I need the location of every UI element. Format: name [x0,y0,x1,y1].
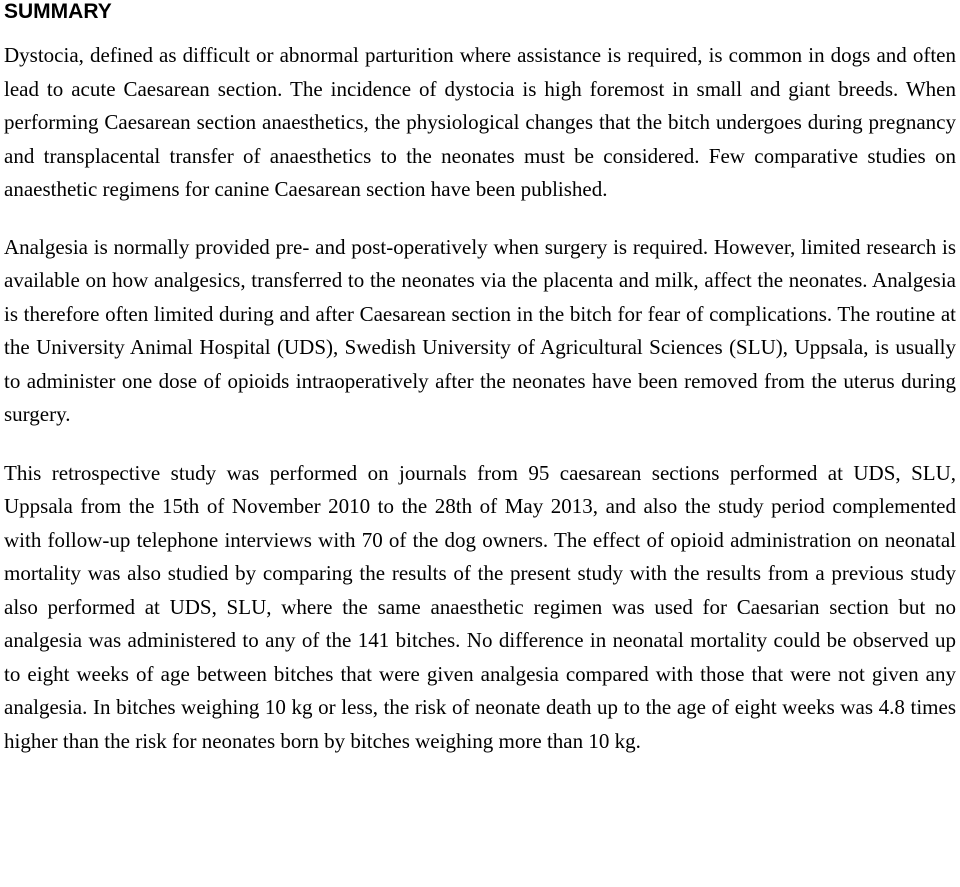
paragraph-study: This retrospective study was performed on journals from 95 caesarean sections performed at UDS, SLU, Uppsala from the 15th of November 2010 to the 28th of May 2013, and also the study period complemented with follow-up telephone interviews with 70 of the dog owners. The effect of opioid administration on neonatal mortality was also studied by comparing the results of the present study with the results from a previous study also performed at UDS, SLU, where the same anaesthetic regimen was used for Caesarian section but no analgesia was administered to any of the 141 bitches. No difference in neonatal mortality could be observed up to eight weeks of age between bitches that were given analgesia compared with those that were not given any analgesia. In bitches weighing 10 kg or less, the risk of neonate death up to the age of eight weeks was 4.8 times higher than the risk for neonates born by bitches weighing more than 10 kg. [4,460,956,753]
summary-heading: SUMMARY [4,0,112,23]
paragraph-analgesia: Analgesia is normally provided pre- and post-operatively when surgery is required. However, limited research is available on how analgesics, transferred to the neonates via the placenta and milk, affect the neonates. Analgesia is therefore often limited during and after Caesarean section in the bitch for fear of complications. The routine at the University Animal Hospital (UDS), Swedish University of Agricultural Sciences (SLU), Uppsala, is usually to administer one dose of opioids intraoperatively after the neonates have been removed from the uterus during surgery. [4,234,956,426]
paragraph-dystocia: Dystocia, defined as difficult or abnormal parturition where assistance is required, is common in dogs and often lead to acute Caesarean section. The incidence of dystocia is high foremost in small and giant breeds. When performing Caesarean section anaesthetics, the physiological changes that the bitch undergoes during pregnancy and transplacental transfer of anaesthetics to the neonates must be considered. Few comparative studies on anaesthetic regimens for canine Caesarean section have been published. [4,43,956,201]
